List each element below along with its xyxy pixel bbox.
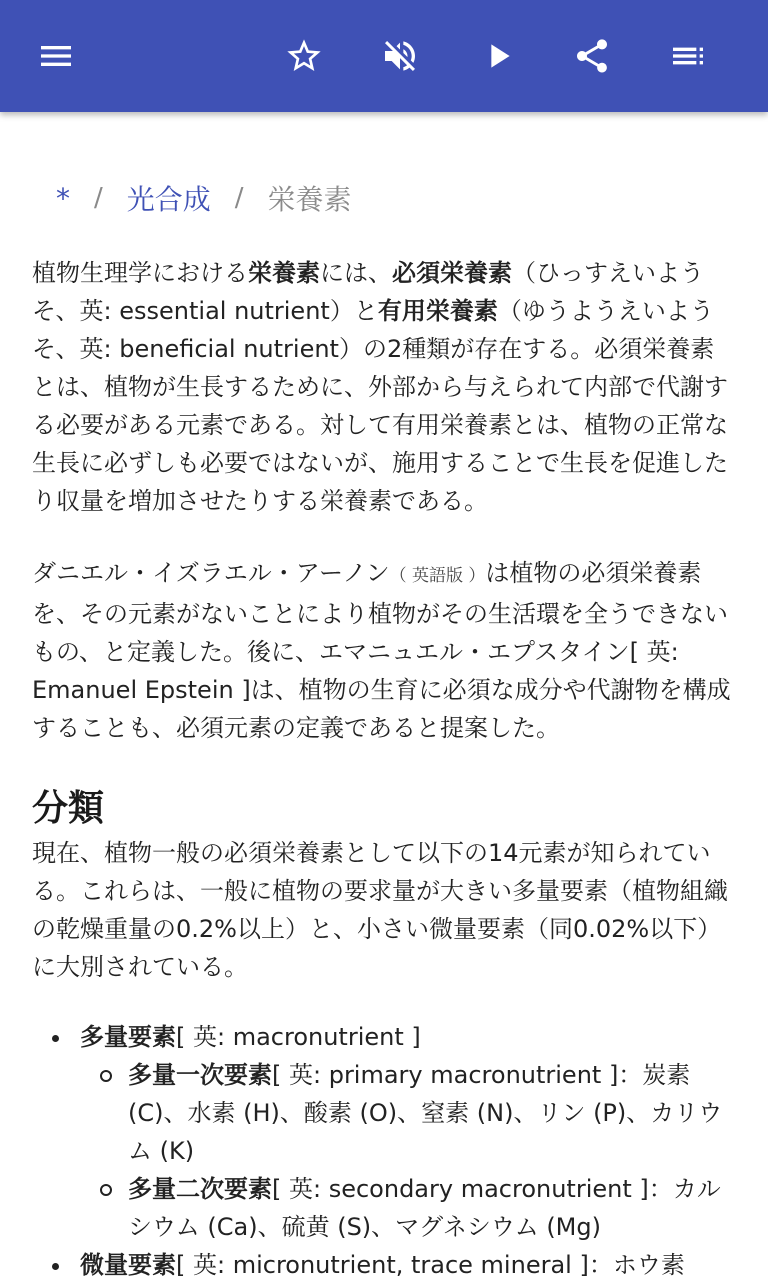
intro-text: （ひっすえいようそ、英: essential nutrient）と (32, 259, 704, 325)
list-item (32, 1018, 738, 1246)
classification-paragraph: 現在、植物一般の必須栄養素として以下の14元素が知られている。これらは、一般に植物の要求量が大きい多量要素（植物組織の乾燥重量の0.2%以上）と、小さい微量要素（同0.02%以下）に大別されている。 (32, 839, 728, 981)
toc-button[interactable] (664, 32, 712, 80)
term-nutrient: 栄養素 (248, 259, 320, 287)
term-essential-nutrient: 必須栄養素 (392, 259, 512, 287)
intro-text: には、 (320, 259, 392, 287)
breadcrumb-current: 栄養素 (267, 183, 352, 216)
play-icon (478, 36, 518, 76)
definition-paragraph (32, 554, 738, 747)
list-item-term: 多量要素 (80, 1023, 176, 1051)
list-item-term: 多量二次要素 (128, 1175, 272, 1203)
mute-button[interactable] (376, 32, 424, 80)
list-item (32, 1246, 738, 1280)
intro-paragraph (32, 254, 738, 520)
list-item-text: [ 英: primary macronutrient ]：炭素 (C)、水素 (H)、酸素 (O)、窒素 (N)、リン (P)、カリウム (K) (128, 1061, 723, 1165)
star-outline-icon (284, 36, 324, 76)
menu-icon (36, 36, 76, 76)
list-item-text: [ 英: micronutrient, trace mineral ]：ホウ素 (176, 1251, 685, 1279)
english-version-link[interactable]: （ 英語版 ） (389, 566, 486, 586)
share-icon (572, 36, 612, 76)
bookmark-button[interactable] (280, 32, 328, 80)
table-of-contents-icon (668, 36, 708, 76)
definition-text: は植物の必須栄養素を、その元素がないことにより植物がその生活環を全うできないもの、と定義した。後に、エマニュエル・エプスタイン[ 英: Emanuel Epstein ]は、植物の生育に必須な成分や代謝物を構成することも、必須元素の定義であると提案した。 (32, 559, 731, 742)
breadcrumb (40, 178, 352, 218)
breadcrumb-separator: / (94, 183, 103, 213)
list-item (80, 1170, 738, 1246)
article-content (0, 112, 768, 1280)
breadcrumb-parent-link[interactable]: 光合成 (126, 183, 211, 216)
volume-off-icon (380, 36, 420, 76)
list-item (80, 1056, 738, 1170)
definition-text: ダニエル・イズラエル・アーノン (32, 559, 390, 587)
breadcrumb-root-link[interactable]: * (56, 181, 70, 215)
macronutrient-sublist (80, 1056, 738, 1246)
play-button[interactable] (474, 32, 522, 80)
list-item-term: 多量一次要素 (128, 1061, 272, 1089)
nutrient-list (32, 1018, 738, 1280)
app-bar (0, 0, 768, 112)
list-item-term: 微量要素 (80, 1251, 176, 1279)
list-item-text: [ 英: secondary macronutrient ]：カルシウム (Ca)、硫黄 (S)、マグネシウム (Mg) (128, 1175, 721, 1241)
breadcrumb-separator: / (234, 183, 244, 213)
intro-text: 植物生理学における (32, 259, 248, 287)
section-heading: 分類 (32, 788, 105, 829)
list-item-text: [ 英: macronutrient ] (176, 1023, 421, 1051)
term-beneficial-nutrient: 有用栄養素 (377, 297, 498, 325)
menu-button[interactable] (32, 32, 80, 80)
share-button[interactable] (568, 32, 616, 80)
intro-text: （ゆうようえいようそ、英: beneficial nutrient）の2種類が存在する。必須栄養素とは、植物が生長するために、外部から与えられて内部で代謝する必要がある元素である。対して有用栄養素とは、植物の正常な生長に必ずしも必要ではないが、施用することで生長を促進したり収量を増加させたりする栄養素である。 (32, 297, 728, 515)
